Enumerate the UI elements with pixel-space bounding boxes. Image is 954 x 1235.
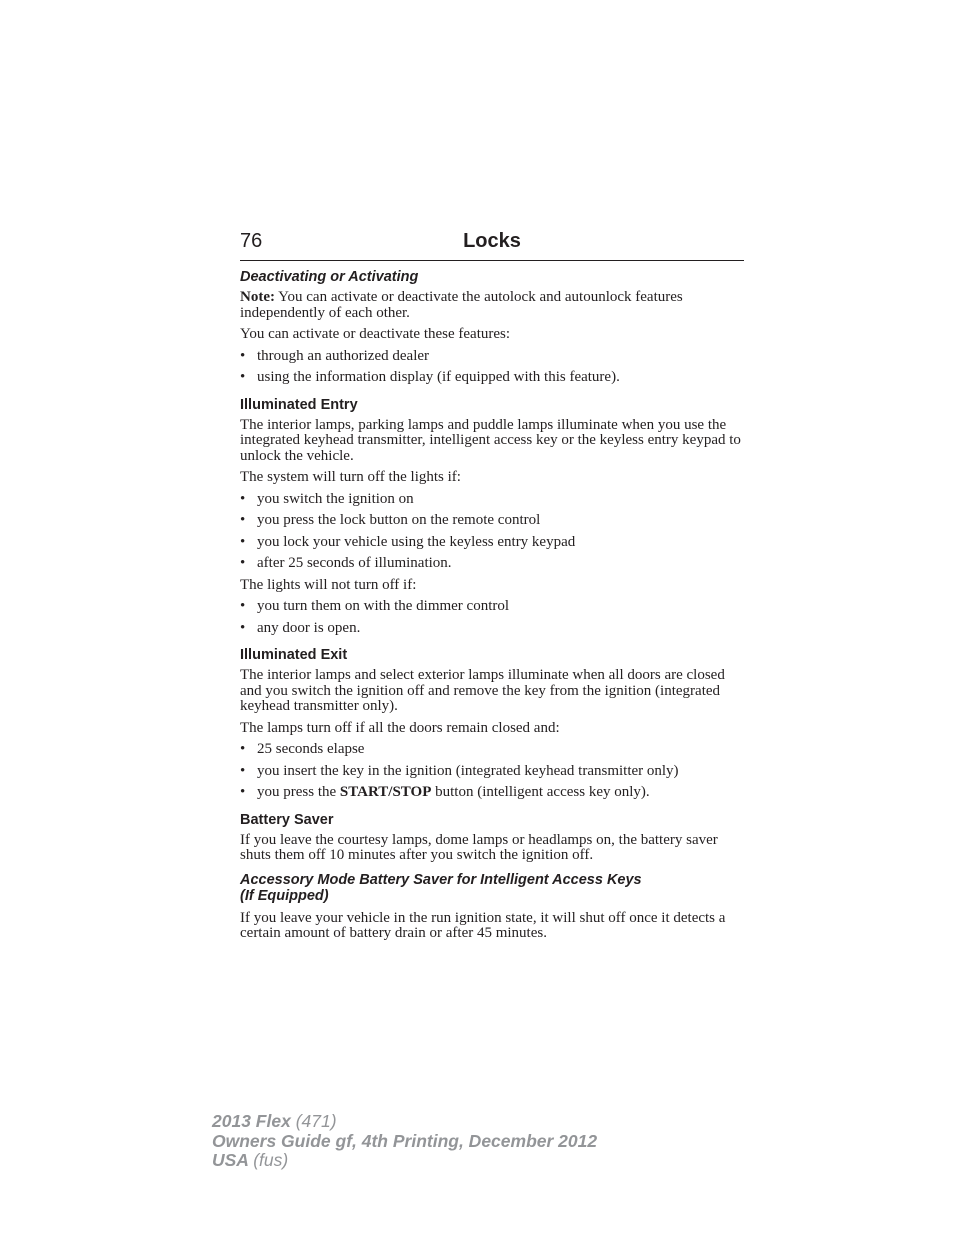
bullet-icon: • xyxy=(240,619,246,636)
note-label: Note: xyxy=(240,289,275,305)
entry-not-off-intro: The lights will not turn off if: xyxy=(240,576,417,593)
exit-off-intro: The lamps turn off if all the doors remain closed and: xyxy=(240,719,560,736)
footer-model-line: 2013 Flex (471) xyxy=(212,1111,337,1131)
bullet-icon: • xyxy=(240,784,246,800)
bullet-icon: • xyxy=(240,533,246,550)
list-item: • you switch the ignition on xyxy=(240,490,414,507)
deactivating-list xyxy=(240,349,744,386)
exit-list xyxy=(240,742,744,801)
page-header xyxy=(240,229,744,261)
list-item: • through an authorized dealer xyxy=(240,347,430,364)
section-title: Locks xyxy=(463,230,521,252)
start-stop-label: START/STOP xyxy=(339,784,432,800)
page-footer xyxy=(212,1112,597,1171)
heading-accessory-mode: Accessory Mode Battery Saver for Intelligent Access Keys (If Equipped) xyxy=(240,871,642,904)
list-item: • you turn them on with the dimmer control xyxy=(240,598,510,614)
footer-market-line: USA (fus) xyxy=(212,1150,289,1170)
bullet-icon: • xyxy=(240,490,246,507)
entry-off-list xyxy=(240,492,744,572)
list-item: • you press the lock button on the remote control xyxy=(240,512,541,528)
bullet-icon: • xyxy=(240,347,246,364)
heading-illuminated-exit: Illuminated Exit xyxy=(240,647,348,663)
deactivating-intro: You can activate or deactivate these features: xyxy=(240,326,511,342)
bullet-icon: • xyxy=(240,762,246,779)
list-item: • any door is open. xyxy=(240,619,361,636)
bullet-icon: • xyxy=(240,555,246,571)
list-item: • you lock your vehicle using the keyless entry keypad xyxy=(240,533,576,550)
list-item: • 25 seconds elapse xyxy=(240,741,365,757)
note-text: You can activate or deactivate the autolock and autounlock features independently of each other. xyxy=(240,289,683,321)
bullet-icon: • xyxy=(240,741,246,757)
heading-battery-saver: Battery Saver xyxy=(240,811,334,828)
heading-deactivating: Deactivating or Activating xyxy=(240,269,419,285)
entry-not-off-list xyxy=(240,599,744,636)
battery-saver-paragraph: If you leave the courtesy lamps, dome lamps or headlamps on, the battery saver shuts them off 10 minutes after you switch the ignition off. xyxy=(240,831,718,863)
page-content xyxy=(240,266,744,948)
entry-off-intro: The system will turn off the lights if: xyxy=(240,469,461,485)
page-number: 76 xyxy=(240,230,263,252)
bullet-icon: • xyxy=(240,369,246,385)
list-item: • you insert the key in the ignition (integrated keyhead transmitter only) xyxy=(240,762,679,779)
list-item: • after 25 seconds of illumination. xyxy=(240,555,452,571)
bullet-icon: • xyxy=(240,512,246,528)
accessory-mode-paragraph: If you leave your vehicle in the run ignition state, it will shut off once it detects a certain amount of battery drain or after 45 minutes. xyxy=(240,909,726,941)
note-paragraph xyxy=(240,290,744,321)
list-item: • you press the START/STOP button (intelligent access key only). xyxy=(240,784,650,800)
heading-illuminated-entry: Illuminated Entry xyxy=(240,396,358,413)
list-item: • using the information display (if equipped with this feature). xyxy=(240,369,620,385)
entry-paragraph: The interior lamps, parking lamps and puddle lamps illuminate when you use the integrated keyhead transmitter, intelligent access key or the keyless entry keypad to unlock the vehicle. xyxy=(240,416,741,464)
exit-paragraph: The interior lamps and select exterior lamps illuminate when all doors are closed and you switch the ignition off and remove the key from the ignition (integrated keyhead transmitter only). xyxy=(240,667,725,714)
footer-guide-line: Owners Guide gf, 4th Printing, December 2012 xyxy=(212,1130,598,1151)
bullet-icon: • xyxy=(240,598,246,614)
